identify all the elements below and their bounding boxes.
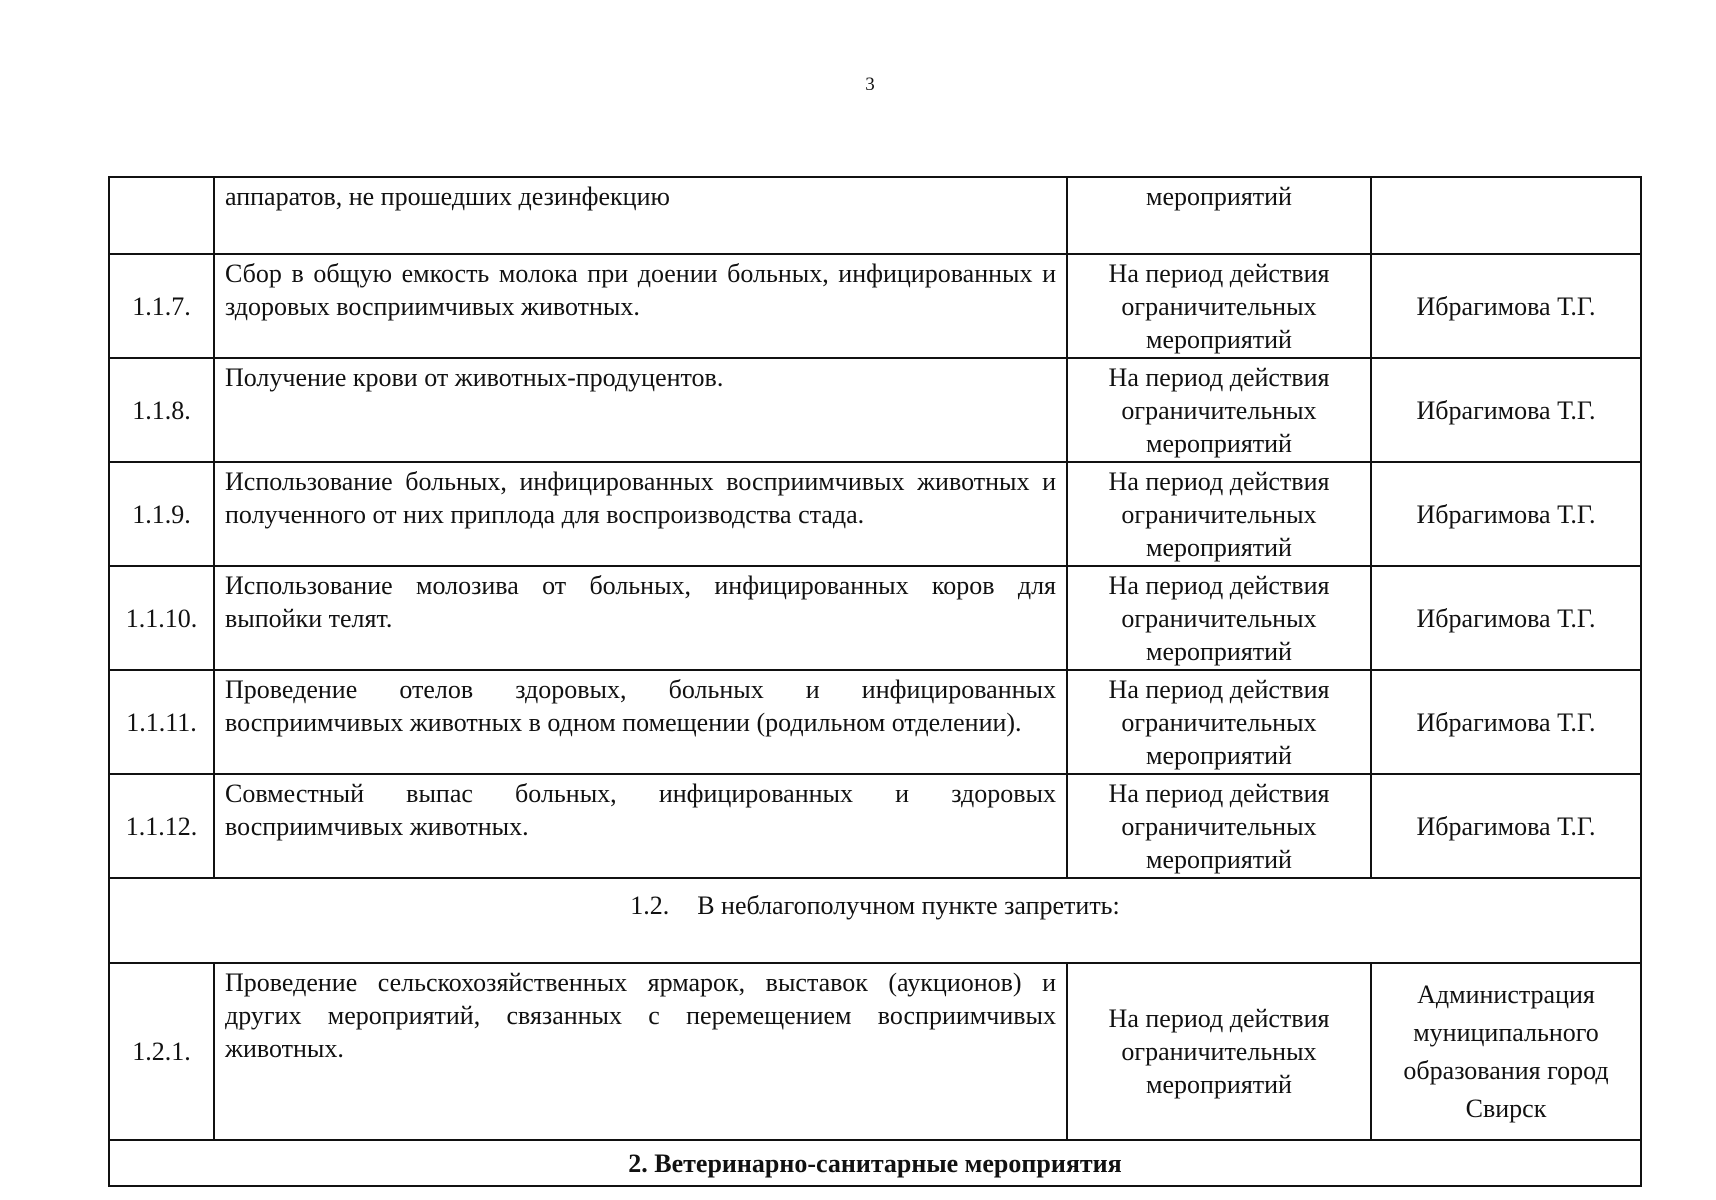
measure-text: Проведение отелов здоровых, больных и инфицированных восприимчивых животных в одном помещении (родильном отделении). bbox=[214, 670, 1067, 774]
item-number-cell bbox=[109, 177, 214, 254]
item-number: 1.1.10. bbox=[109, 566, 214, 670]
subsection-row bbox=[109, 878, 1641, 963]
responsible-person: Ибрагимова Т.Г. bbox=[1371, 670, 1641, 774]
table-row bbox=[109, 462, 1641, 566]
item-number: 1.1.8. bbox=[109, 358, 214, 462]
item-number: 1.1.12. bbox=[109, 774, 214, 878]
responsible-person: Ибрагимова Т.Г. bbox=[1371, 358, 1641, 462]
term-text: На период действия ограничительных мероприятий bbox=[1067, 462, 1371, 566]
measure-text: Использование молозива от больных, инфицированных коров для выпойки телят. bbox=[214, 566, 1067, 670]
measure-text: Использование больных, инфицированных восприимчивых животных и полученного от них приплода для воспроизводства стада. bbox=[214, 462, 1067, 566]
subsection-heading bbox=[109, 878, 1641, 963]
table-row bbox=[109, 177, 1641, 254]
responsible-person: Ибрагимова Т.Г. bbox=[1371, 774, 1641, 878]
measure-text: Совместный выпас больных, инфицированных и здоровых восприимчивых животных. bbox=[214, 774, 1067, 878]
table-row bbox=[109, 254, 1641, 358]
term-text: На период действия ограничительных мероприятий bbox=[1067, 358, 1371, 462]
item-number: 1.1.9. bbox=[109, 462, 214, 566]
table-row bbox=[109, 358, 1641, 462]
term-text: На период действия ограничительных мероприятий bbox=[1067, 774, 1371, 878]
measure-text: Сбор в общую емкость молока при доении больных, инфицированных и здоровых восприимчивых животных. bbox=[214, 254, 1067, 358]
term-text: На период действия ограничительных мероприятий bbox=[1067, 670, 1371, 774]
item-number: 1.2.1. bbox=[109, 963, 214, 1140]
table-row bbox=[109, 963, 1641, 1140]
item-number: 1.1.11. bbox=[109, 670, 214, 774]
table-row bbox=[109, 774, 1641, 878]
responsible-person: Ибрагимова Т.Г. bbox=[1371, 462, 1641, 566]
item-number: 1.1.7. bbox=[109, 254, 214, 358]
page-number: 3 bbox=[865, 74, 875, 95]
responsible-person: Ибрагимова Т.Г. bbox=[1371, 566, 1641, 670]
measure-text: Проведение сельскохозяйственных ярмарок, выставок (аукционов) и других мероприятий, связанных с перемещением восприимчивых животных. bbox=[214, 963, 1067, 1140]
term-text: На период действия ограничительных мероприятий bbox=[1067, 254, 1371, 358]
term-text: На период действия ограничительных мероприятий bbox=[1067, 566, 1371, 670]
measure-text: аппаратов, не прошедших дезинфекцию bbox=[214, 177, 1067, 254]
responsible-organization: Администрация муниципального образования город Свирск bbox=[1371, 963, 1641, 1140]
subsection-number: 1.2. bbox=[630, 891, 670, 920]
section-row bbox=[109, 1140, 1641, 1186]
table-row bbox=[109, 670, 1641, 774]
section-heading: 2. Ветеринарно-санитарные мероприятия bbox=[109, 1140, 1641, 1186]
term-text: мероприятий bbox=[1067, 177, 1371, 254]
responsible-person: Ибрагимова Т.Г. bbox=[1371, 254, 1641, 358]
responsible-cell bbox=[1371, 177, 1641, 254]
measures-table bbox=[108, 176, 1642, 1187]
table-row bbox=[109, 566, 1641, 670]
measure-text: Получение крови от животных-продуцентов. bbox=[214, 358, 1067, 462]
subsection-title: В неблагополучном пункте запретить: bbox=[697, 891, 1120, 920]
term-text: На период действия ограничительных мероприятий bbox=[1067, 963, 1371, 1140]
